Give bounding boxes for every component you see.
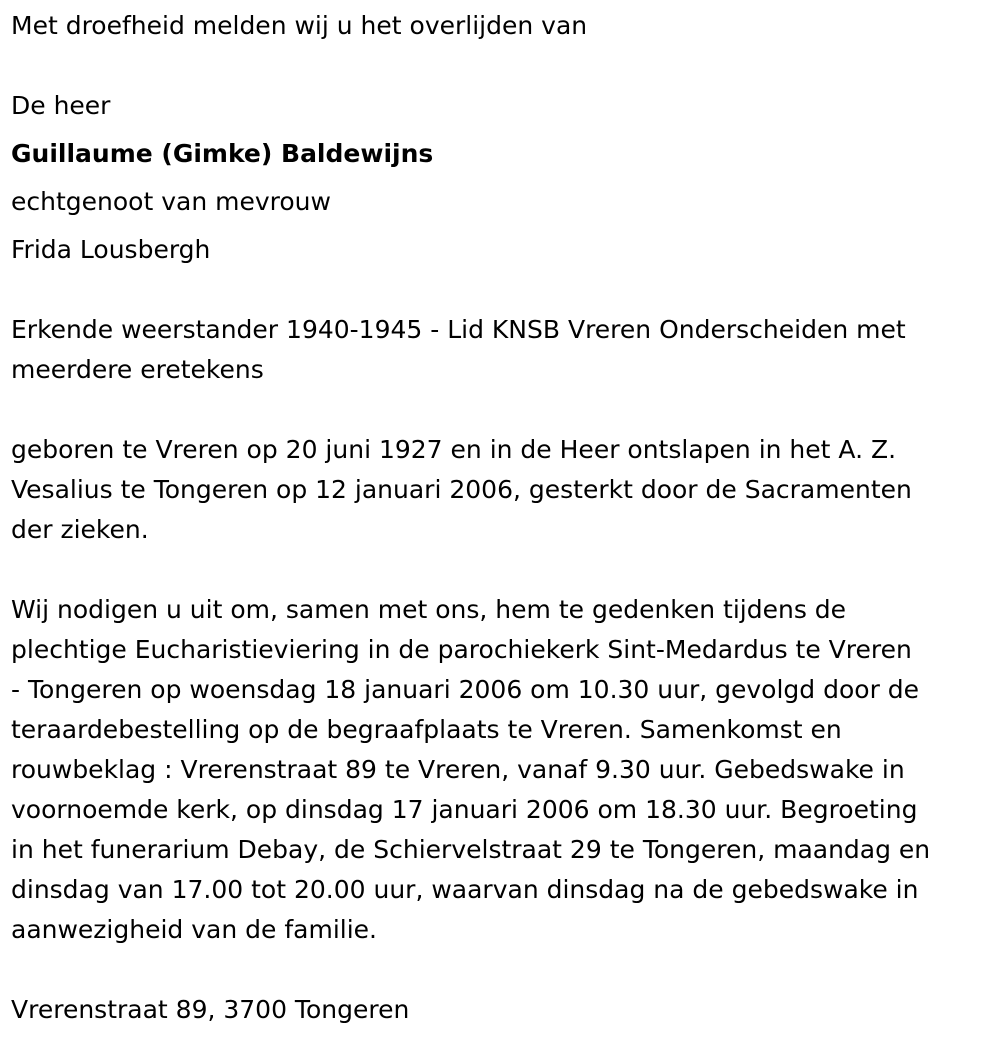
salutation: De heer (11, 91, 111, 120)
intro-text: Met droefheid melden wij u het overlijden van (11, 11, 588, 40)
service-line: rouwbeklag : Vrerenstraat 89 te Vreren, vanaf 9.30 uur. Gebedswake in (11, 755, 905, 784)
service-line: in het funerarium Debay, de Schiervelstraat 29 te Tongeren, maandag en (11, 835, 931, 864)
service-line: teraardebestelling op de begraafplaats te Vreren. Samenkomst en (11, 715, 842, 744)
service-line: dinsdag van 17.00 tot 20.00 uur, waarvan dinsdag na de gebedswake in (11, 875, 919, 904)
honours-line: meerdere eretekens (11, 355, 264, 384)
birth-death-line: geboren te Vreren op 20 juni 1927 en in de Heer ontslapen in het A. Z. (11, 435, 897, 464)
service-line: voornoemde kerk, op dinsdag 17 januari 2006 om 18.30 uur. Begroeting (11, 795, 918, 824)
service-line: plechtige Eucharistieviering in de parochiekerk Sint-Medardus te Vreren (11, 635, 912, 664)
birth-death-line: Vesalius te Tongeren op 12 januari 2006, gesterkt door de Sacramenten (11, 475, 912, 504)
honours-line: Erkende weerstander 1940-1945 - Lid KNSB Vreren Onderscheiden met (11, 315, 906, 344)
birth-death-line: der zieken. (11, 515, 149, 544)
family-address: Vrerenstraat 89, 3700 Tongeren (11, 995, 410, 1024)
service-line: - Tongeren op woensdag 18 januari 2006 om 10.30 uur, gevolgd door de (11, 675, 920, 704)
spouse-intro: echtgenoot van mevrouw (11, 187, 331, 216)
spouse-name: Frida Lousbergh (11, 235, 211, 264)
service-line: Wij nodigen u uit om, samen met ons, hem te gedenken tijdens de (11, 595, 847, 624)
service-line: aanwezigheid van de familie. (11, 915, 377, 944)
deceased-name: Guillaume (Gimke) Baldewijns (11, 139, 434, 168)
